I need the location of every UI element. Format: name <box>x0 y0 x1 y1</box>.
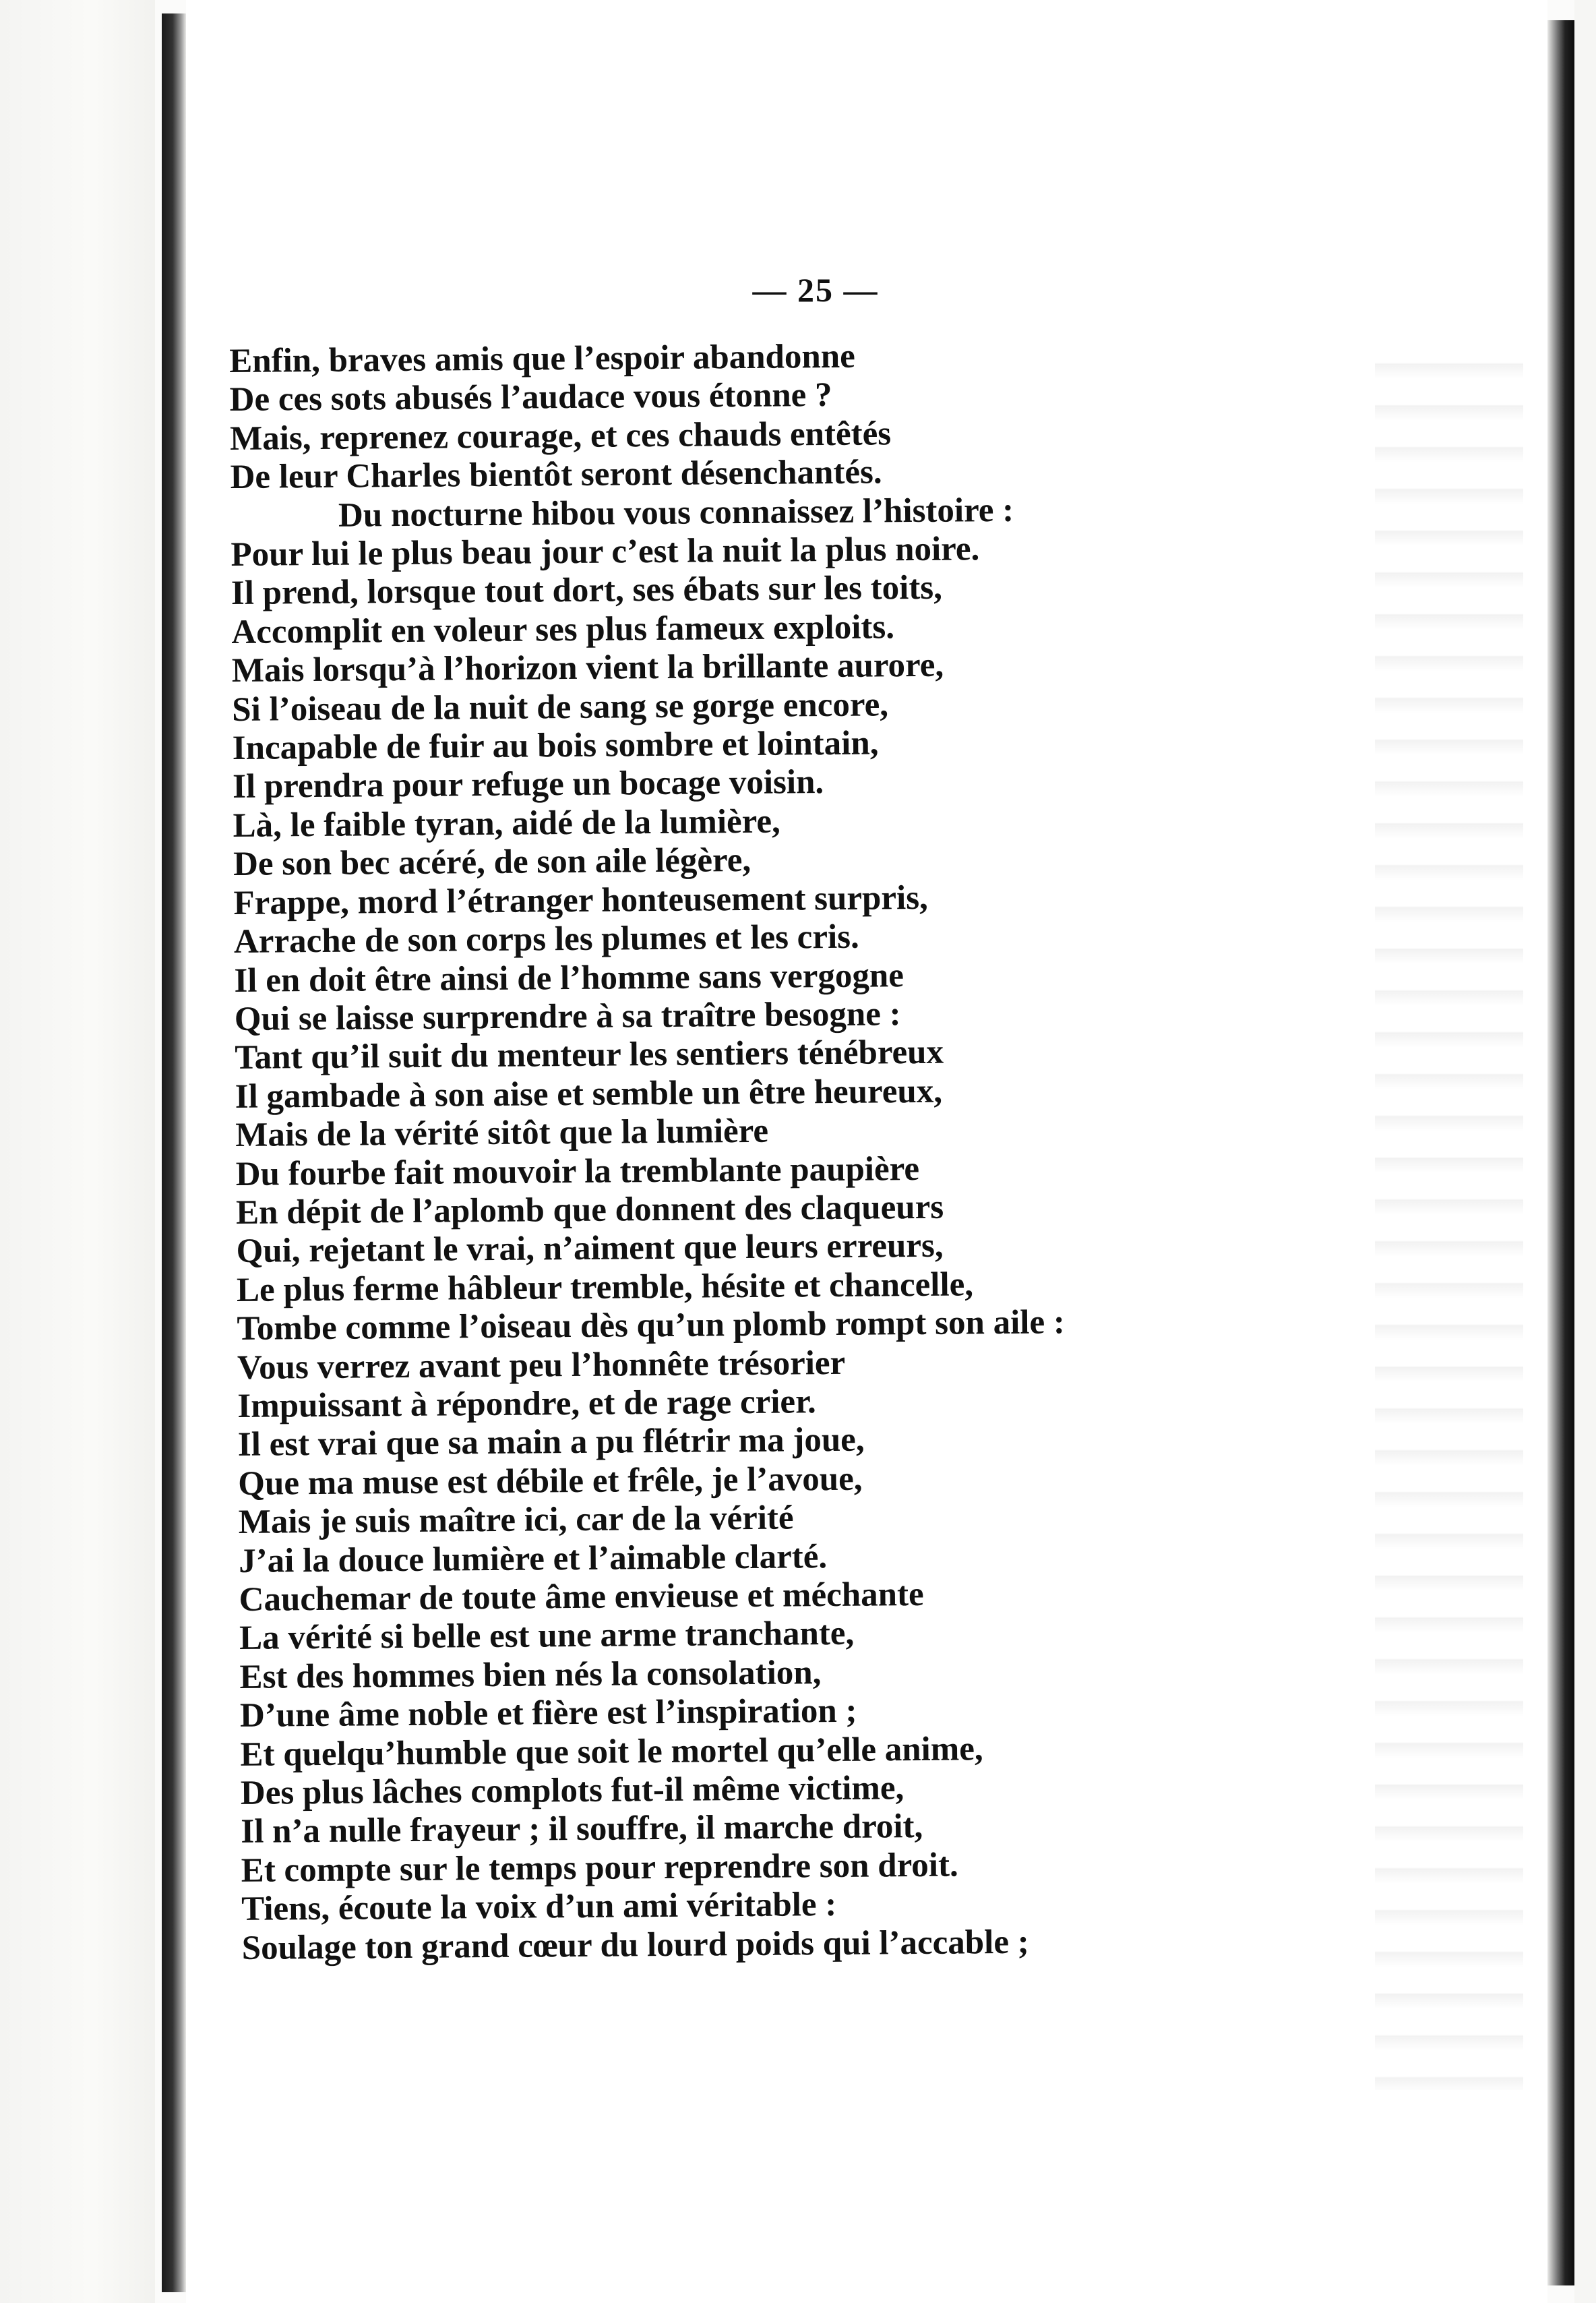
verse-line: Mais de la vérité sitôt que la lumière <box>235 1112 769 1155</box>
poem-body <box>229 333 1401 1967</box>
verse-line: Pour lui le plus beau jour c’est la nuit la plus noire. <box>231 530 980 574</box>
verse-line: Mais lorsqu’à l’horizon vient la brillante aurore, <box>231 646 944 690</box>
verse-line: De ces sots abusés l’audace vous étonne ? <box>229 376 832 419</box>
verse-line: Et compte sur le temps pour reprendre son droit. <box>241 1846 958 1890</box>
verse-line: Tant qu’il suit du menteur les sentiers ténébreux <box>235 1034 944 1077</box>
verse-line: Du nocturne hibou vous connaissez l’histoire : <box>338 491 1014 535</box>
verse-line: D’une âme noble et fière est l’inspiration ; <box>239 1692 857 1735</box>
verse-line: Cauchemar de toute âme envieuse et méchante <box>239 1575 924 1619</box>
verse-line: Arrache de son corps les plumes et les cris. <box>233 918 859 961</box>
facing-page-margin <box>0 0 155 2303</box>
verse-line: Il en doit être ainsi de l’homme sans vergogne <box>234 956 904 1000</box>
verse-line: Vous verrez avant peu l’honnête trésorier <box>237 1344 846 1387</box>
verse-line: Mais je suis maître ici, car de la vérité <box>238 1499 794 1542</box>
page-number: — 25 — <box>752 271 879 309</box>
verse-line: Frappe, mord l’étranger honteusement surpris, <box>233 878 929 922</box>
verse-line: Là, le faible tyran, aidé de la lumière, <box>233 802 780 845</box>
verse-line: En dépit de l’aplomb que donnent des claqueurs <box>235 1188 944 1232</box>
verse-line: Incapable de fuir au bois sombre et lointain, <box>232 724 879 768</box>
verse-line: Des plus lâches complots fut-il même victime, <box>240 1769 904 1812</box>
verse-line: Tombe comme l’oiseau dès qu’un plomb rompt son aile : <box>237 1303 1066 1348</box>
verse-line: De leur Charles bientôt seront désenchantés. <box>230 453 882 497</box>
verse-line: Il est vrai que sa main a pu flétrir ma joue, <box>237 1421 865 1464</box>
verse-line: Accomplit en voleur ses plus fameux exploits. <box>231 608 895 651</box>
verse-line: Mais, reprenez courage, et ces chauds entêtés <box>229 415 892 458</box>
verse-line: Il gambade à son aise et semble un être heureux, <box>235 1072 943 1116</box>
verse-line: De son bec acéré, de son aile légère, <box>233 841 751 884</box>
verse-line: Impuissant à répondre, et de rage crier. <box>237 1383 817 1425</box>
verse-line: Si l’oiseau de la nuit de sang se gorge encore, <box>232 685 889 729</box>
verse-line: Que ma muse est débile et frêle, je l’avoue, <box>238 1460 863 1503</box>
verse-line: Soulage ton grand cœur du lourd poids qui l’accable ; <box>241 1923 1029 1967</box>
verse-line: Qui, rejetant le vrai, n’aiment que leurs erreurs, <box>236 1227 944 1271</box>
verse-line: Enfin, braves amis que l’espoir abandonne <box>229 337 856 380</box>
verse-line: La vérité si belle est une arme tranchante, <box>239 1615 855 1658</box>
verse-line: Et quelqu’humble que soit le mortel qu’elle anime, <box>240 1729 983 1774</box>
verse-line: Le plus ferme hâbleur tremble, hésite et chancelle, <box>236 1265 974 1309</box>
verse-line: Du fourbe fait mouvoir la tremblante paupière <box>235 1149 920 1193</box>
verse-line: J’ai la douce lumière et l’aimable clarté. <box>238 1537 828 1580</box>
binding-shadow-left <box>162 13 186 2292</box>
verse-line: Il prend, lorsque tout dort, ses ébats sur les toits, <box>231 569 943 613</box>
page-edge-shadow-right <box>1547 20 1574 2285</box>
verse-line: Il n’a nulle frayeur ; il souffre, il marche droit, <box>241 1807 923 1851</box>
verse-line: Est des hommes bien nés la consolation, <box>239 1653 822 1696</box>
scan-border-right <box>1574 0 1596 2303</box>
verse-line: Il prendra pour refuge un bocage voisin. <box>232 763 824 806</box>
verse-line: Qui se laisse surprendre à sa traître besogne : <box>234 995 901 1038</box>
verse-line: Tiens, écoute la voix d’un ami véritable : <box>241 1886 837 1929</box>
